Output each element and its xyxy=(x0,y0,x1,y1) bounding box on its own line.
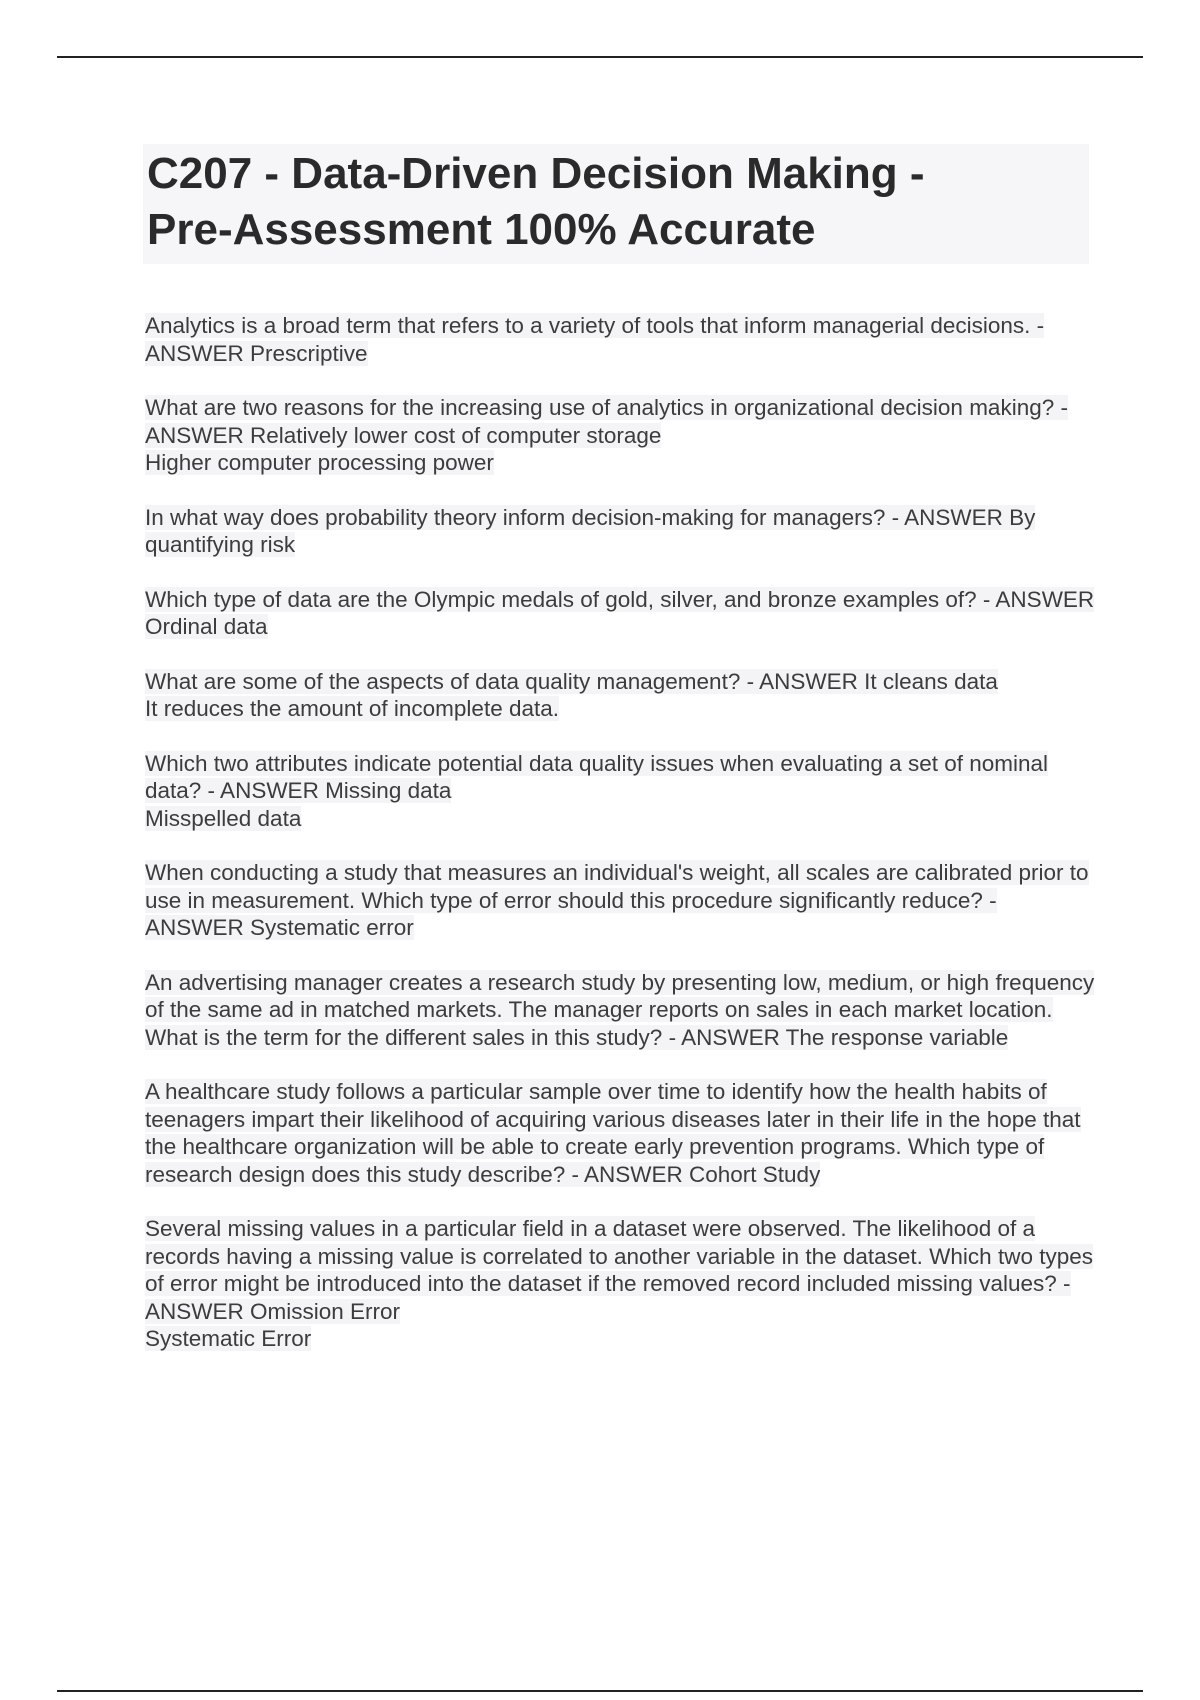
bottom-rule xyxy=(57,1690,1143,1692)
qa-text: Several missing values in a particular field in a dataset were observed. The likelihood of a records having a missing value is correlated to another variable in the dataset. Which two types of error might be introduced into the dataset if the removed record included missing values? - ANSWER Omission Error xyxy=(145,1216,1093,1324)
qa-extra: It reduces the amount of incomplete data. xyxy=(145,696,559,721)
title-line-1: C207 - Data-Driven Decision Making - xyxy=(147,149,925,198)
qa-extra-line xyxy=(145,695,1095,723)
qa-item-5 xyxy=(145,668,1095,723)
qa-extra: Systematic Error xyxy=(145,1326,312,1351)
qa-extra-line xyxy=(145,449,1095,477)
qa-item-7 xyxy=(145,859,1095,942)
qa-text: Which type of data are the Olympic medals of gold, silver, and bronze examples of? - ANSWER Ordinal data xyxy=(145,586,1095,639)
qa-text: Analytics is a broad term that refers to a variety of tools that inform managerial decisions. - ANSWER Prescriptive xyxy=(145,313,1045,366)
page-title xyxy=(147,146,1085,258)
qa-item-3 xyxy=(145,504,1095,559)
qa-item-2 xyxy=(145,394,1095,477)
qa-text: What are some of the aspects of data quality management? - ANSWER It cleans data xyxy=(145,668,998,694)
qa-item-6 xyxy=(145,750,1095,833)
qa-extra-line xyxy=(145,805,1095,833)
qa-text: Which two attributes indicate potential data quality issues when evaluating a set of nominal data? - ANSWER Missing data xyxy=(145,750,1049,803)
qa-extra-line xyxy=(145,1325,1095,1353)
qa-item-8 xyxy=(145,969,1095,1052)
qa-item-9 xyxy=(145,1078,1095,1188)
qa-text: What are two reasons for the increasing use of analytics in organizational decision making? - ANSWER Relatively lower cost of computer storage xyxy=(145,395,1068,448)
qa-text: In what way does probability theory inform decision-making for managers? - ANSWER By quantifying risk xyxy=(145,504,1036,557)
qa-list xyxy=(145,312,1095,1380)
qa-extra: Misspelled data xyxy=(145,805,302,831)
qa-item-4 xyxy=(145,586,1095,641)
qa-text: A healthcare study follows a particular sample over time to identify how the health habits of teenagers impart their likelihood of acquiring various diseases later in their life in the hope that the healthcare organization will be able to create early prevention programs. Which type of research design does this study describe? - ANSWER Cohort Study xyxy=(145,1079,1081,1187)
title-block xyxy=(143,144,1089,264)
qa-item-1 xyxy=(145,312,1095,367)
qa-extra: Higher computer processing power xyxy=(145,450,494,475)
qa-text: When conducting a study that measures an individual's weight, all scales are calibrated prior to use in measurement. Which type of error should this procedure significantly reduce? - ANSWER Systematic error xyxy=(145,860,1089,940)
top-rule xyxy=(57,56,1143,58)
qa-item-10 xyxy=(145,1215,1095,1353)
qa-text: An advertising manager creates a research study by presenting low, medium, or high frequency of the same ad in matched markets. The manager reports on sales in each market location. What is the term for the different sales in this study? - ANSWER The response variable xyxy=(145,969,1095,1050)
title-line-2: Pre-Assessment 100% Accurate xyxy=(147,205,816,254)
